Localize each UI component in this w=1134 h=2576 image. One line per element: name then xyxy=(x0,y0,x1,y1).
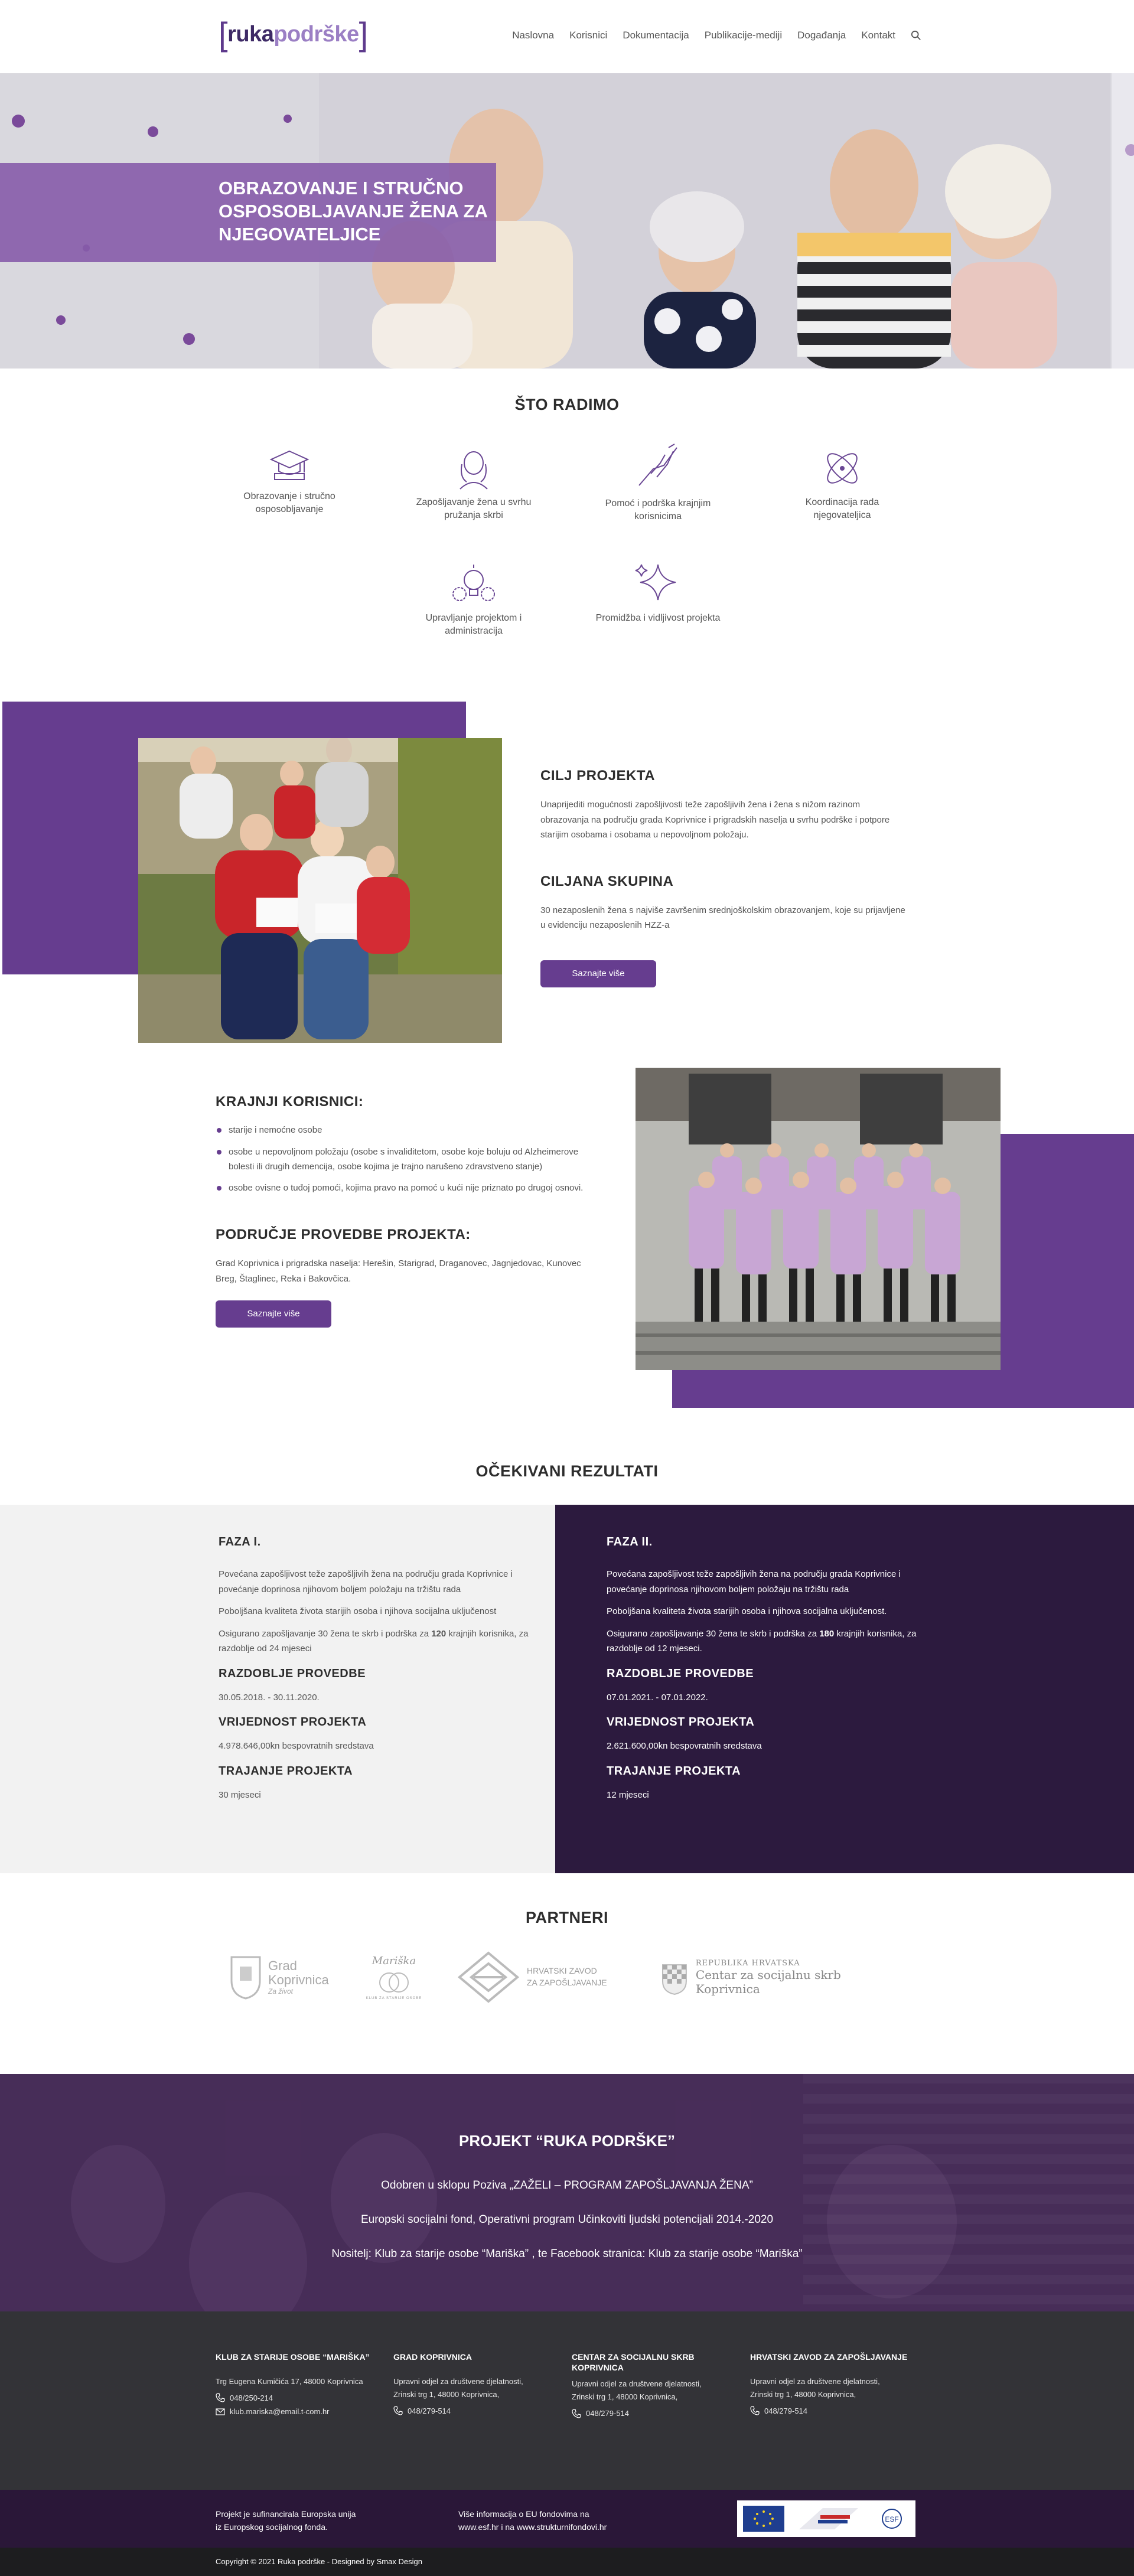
phone-icon xyxy=(393,2406,403,2415)
partner-name: Mariška xyxy=(372,1954,416,1967)
banner-overlay xyxy=(0,2074,1134,2311)
eu-line: Projekt je sufinancirala Europska unija xyxy=(216,2509,356,2519)
service-item[interactable] xyxy=(777,446,907,523)
faza-count: 180 xyxy=(819,1628,835,1639)
hands-icon xyxy=(376,1967,412,1997)
nav-dokumentacija[interactable]: Dokumentacija xyxy=(623,30,689,41)
trajanje-value: 30 mjeseci xyxy=(219,1789,261,1800)
list-item: osobe ovisne o tuđoj pomoći, kojima pravo na pomoć u kući nije priznato po drugoj osnovi. xyxy=(216,1181,594,1196)
footer-col-hzz xyxy=(750,2352,910,2415)
razdoblje-title: RAZDOBLJE PROVEDBE xyxy=(607,1667,754,1680)
sparkles-icon xyxy=(634,561,682,606)
lightbulb-gears-icon xyxy=(450,561,497,606)
faza-text xyxy=(219,1626,549,1657)
hero-dot xyxy=(148,126,158,137)
cilj-projekta-title: CILJ PROJEKTA xyxy=(540,768,656,784)
service-item[interactable] xyxy=(409,561,539,638)
footer-line: Zrinski trg 1, 48000 Koprivnica, xyxy=(393,2390,500,2399)
coat-of-arms-icon xyxy=(229,1955,262,2000)
email-icon xyxy=(216,2408,225,2416)
cilj-content xyxy=(540,768,907,987)
faza-text: Poboljšana kvaliteta života starijih osoba i njihova socijalna uključenost. xyxy=(607,1606,887,1616)
faza-text-part: Osigurano zapošljavanje 30 žena te skrb i podrška za xyxy=(219,1628,432,1639)
hero-dot xyxy=(284,115,292,123)
partner-tagline: KLUB ZA STARIJE OSOBE xyxy=(366,1996,422,2000)
partner-name: Grad xyxy=(268,1958,297,1974)
footer-email[interactable] xyxy=(216,2407,375,2416)
partner-name: ZA ZAPOŠLJAVANJE xyxy=(527,1978,607,1987)
service-label: Obrazovanje i stručno osposobljavanje xyxy=(243,491,335,515)
footer-line: Zrinski trg 1, 48000 Koprivnica, xyxy=(572,2392,678,2402)
faza-title: FAZA I. xyxy=(219,1535,261,1548)
eu-flag-icon xyxy=(743,2506,784,2532)
site-logo[interactable] xyxy=(219,15,368,53)
partner-grad-koprivnica-logo[interactable] xyxy=(229,1948,341,2007)
partner-name: Centar za socijalnu skrb Koprivnica xyxy=(695,1967,841,1996)
footer-email-text: klub.mariska@email.t-com.hr xyxy=(230,2407,330,2417)
service-label: Koordinacija rada njegovateljica xyxy=(805,497,879,521)
eu-line: iz Europskog socijalnog fonda. xyxy=(216,2522,328,2532)
footer-col-mariska xyxy=(216,2352,375,2416)
faza-title: FAZA II. xyxy=(607,1535,653,1548)
footer-line: Zrinski trg 1, 48000 Koprivnica, xyxy=(750,2390,856,2399)
group-photo xyxy=(636,1068,1001,1370)
banner-title: PROJEKT “RUKA PODRŠKE” xyxy=(459,2132,675,2150)
razdoblje-title: RAZDOBLJE PROVEDBE xyxy=(219,1667,366,1680)
graduation-cap-icon xyxy=(269,448,310,484)
eu-logos xyxy=(737,2500,915,2537)
phone-icon xyxy=(216,2393,225,2402)
footer-col-title: CENTAR ZA SOCIJALNU SKRB KOPRIVNICA xyxy=(572,2352,695,2373)
service-item[interactable] xyxy=(224,448,354,517)
footer-col-title: HRVATSKI ZAVOD ZA ZAPOŠLJAVANJE xyxy=(750,2352,908,2362)
saznajte-vise-button[interactable]: Saznajte više xyxy=(540,960,656,987)
phone-icon xyxy=(572,2409,581,2418)
footer-line: Upravni odjel za društvene djelatnosti, xyxy=(572,2379,702,2389)
razdoblje-value: 30.05.2018. - 30.11.2020. xyxy=(219,1692,320,1703)
footer-phone-text: 048/250-214 xyxy=(230,2393,273,2402)
banner-line: Odobren u sklopu Poziva „ZAŽELI – PROGRAM ZAPOŠLJAVANJA ŽENA” xyxy=(381,2179,753,2192)
vrijednost-value: 2.621.600,00kn bespovratnih sredstava xyxy=(607,1741,762,1751)
service-label: Promidžba i vidljivost projekta xyxy=(595,613,721,623)
partner-name: HRVATSKI ZAVOD xyxy=(527,1966,597,1976)
nav-publikacije[interactable]: Publikacije-mediji xyxy=(704,30,783,41)
hzz-emblem-icon xyxy=(456,1951,521,2004)
partner-tagline: Za život xyxy=(268,1987,294,1995)
site-footer xyxy=(0,2311,1134,2490)
trajanje-value: 12 mjeseci xyxy=(607,1789,649,1800)
footer-address: Trg Eugena Kumičića 17, 48000 Koprivnica xyxy=(216,2377,363,2386)
krajnji-list xyxy=(216,1123,594,1196)
footer-phone[interactable] xyxy=(216,2393,375,2402)
svg-text:ESF: ESF xyxy=(884,2515,899,2523)
eu-text-mid xyxy=(458,2507,607,2534)
sto-radimo-title: ŠTO RADIMO xyxy=(514,396,620,413)
partner-mariska-logo[interactable] xyxy=(361,1948,426,2007)
banner-line: Nositelj: Klub za starije osobe “Mariška” , te Facebook stranica: Klub za starije osobe “Mariška” xyxy=(331,2248,803,2260)
site-header xyxy=(0,0,1134,73)
trajanje-title: TRAJANJE PROJEKTA xyxy=(219,1764,353,1778)
list-item: starije i nemoćne osobe xyxy=(216,1123,594,1138)
faza-text: Povećana zapošljivost teže zapošljivih žena na području grada Koprivnice i povećanje doprinosa njihovom boljem položaju na tržištu rada xyxy=(607,1569,901,1594)
projekt-banner xyxy=(0,2074,1134,2311)
faza-text: Povećana zapošljivost teže zapošljivih žena na području grada Koprivnice i povećanje doprinosa njihovom boljem položaju na tržištu rada xyxy=(219,1569,513,1594)
footer-col-czss xyxy=(572,2352,731,2418)
service-label: Zapošljavanje žena u svrhu pružanja skrbi xyxy=(416,497,532,521)
service-item[interactable] xyxy=(409,448,539,523)
eu-line: Više informacija o EU fondovima na xyxy=(458,2509,589,2519)
saznajte-vise-button-2[interactable]: Saznajte više xyxy=(216,1300,331,1328)
footer-phone-text: 048/279-514 xyxy=(408,2406,451,2415)
faza-text: Poboljšana kvaliteta života starijih osoba i njihova socijalna uključenost xyxy=(219,1606,497,1616)
phone-icon xyxy=(750,2406,760,2415)
hero-dot xyxy=(56,315,66,325)
faza-text-part: krajnjih korisnika, za razdoblje od 24 mjeseci xyxy=(219,1628,529,1654)
copyright-bar xyxy=(0,2548,1134,2576)
eu-text-left xyxy=(216,2507,356,2534)
cilj-projekta-text: Unaprijediti mogućnosti zapošljivosti teže zapošljivih žena i žena s nižom razinom obrazovanja na području grada Koprivnice i prigradskih naselja u svrhu podrške i potpore starijim osobama i osobama u nepovoljnom položaju. xyxy=(540,800,890,840)
footer-phone-text: 048/279-514 xyxy=(764,2406,808,2415)
faza-1-panel xyxy=(0,1505,555,1873)
faza-text-part: Osigurano zapošljavanje 30 žena te skrb i podrška za xyxy=(607,1628,820,1639)
logo-bracket-right: ] xyxy=(359,15,368,53)
esf-logo-icon xyxy=(874,2506,910,2532)
nav-korisnici[interactable]: Korisnici xyxy=(569,30,608,41)
footer-col-grad xyxy=(393,2352,553,2415)
faza-count: 120 xyxy=(431,1628,447,1639)
search-icon[interactable] xyxy=(911,30,921,41)
list-item: osobe u nepovoljnom položaju (osobe s invaliditetom, osobe koje boluju od Alzheimerove bolesti ili drugih demencija, osobe kojima je trajno narušeno zdravstveno stanje) xyxy=(216,1145,594,1175)
partneri-title: PARTNERI xyxy=(525,1909,608,1926)
atom-icon xyxy=(820,446,864,490)
hero-dot xyxy=(183,333,195,345)
footer-phone-text: 048/279-514 xyxy=(586,2409,630,2418)
hero-dot xyxy=(12,115,25,128)
rezultati-title: OČEKIVANI REZULTATI xyxy=(475,1462,659,1480)
main-nav xyxy=(512,30,921,41)
logo-word-ruka: ruka xyxy=(227,21,274,47)
partner-czss-logo[interactable] xyxy=(660,1948,908,2007)
vrijednost-title: VRIJEDNOST PROJEKTA xyxy=(607,1716,755,1729)
hero-dot xyxy=(1125,144,1134,156)
banner-line: Europski socijalni fond, Operativni program Učinkoviti ljudski potencijali 2014.-2020 xyxy=(360,2213,774,2226)
krajnji-content xyxy=(216,1094,594,1328)
nav-naslovna[interactable]: Naslovna xyxy=(512,30,555,41)
vrijednost-title: VRIJEDNOST PROJEKTA xyxy=(219,1716,367,1729)
footer-line: Upravni odjel za društvene djelatnosti, xyxy=(393,2377,523,2386)
nav-dogadanja[interactable]: Događanja xyxy=(797,30,846,41)
service-item[interactable] xyxy=(593,442,723,524)
footer-line: Upravni odjel za društvene djelatnosti, xyxy=(750,2377,880,2386)
hero-side-strip xyxy=(1112,73,1134,369)
helping-hands-icon xyxy=(633,442,683,491)
eu-funding-bar xyxy=(0,2490,1134,2548)
podrucje-title: PODRUČJE PROVEDBE PROJEKTA: xyxy=(216,1227,471,1243)
ciljana-skupina-text: 30 nezaposlenih žena s najviše završenim srednjoškolskim obrazovanjem, koje su prijavljene u evidenciju nezaposlenih HZZ-a xyxy=(540,905,905,930)
service-label: Upravljanje projektom i administracija xyxy=(425,613,522,637)
hero-title: OBRAZOVANJE I STRUČNO OSPOSOBLJAVANJE ŽENA ZA NJEGOVATELJICE xyxy=(219,178,487,244)
footer-col-title: KLUB ZA STARIJE OSOBE “MARIŠKA” xyxy=(216,2352,370,2362)
partner-name: Koprivnica xyxy=(268,1972,329,1988)
krajnji-korisnici-title: KRAJNJI KORISNICI: xyxy=(216,1094,364,1110)
podrucje-text: Grad Koprivnica i prigradska naselja: Herešin, Starigrad, Draganovec, Jagnjedovac, Kunovec Breg, Štaglinec, Reka i Bakovčica. xyxy=(216,1258,581,1284)
faza-text-part: krajnjih korisnika, za razdoblje od 12 mjeseci. xyxy=(607,1628,917,1654)
nav-kontakt[interactable]: Kontakt xyxy=(861,30,895,41)
ciljana-skupina-title: CILJANA SKUPINA xyxy=(540,873,674,889)
eu-line: www.esf.hr i na www.strukturnifondovi.hr xyxy=(458,2522,607,2532)
women-reading-photo xyxy=(138,738,502,1043)
footer-phone[interactable] xyxy=(393,2406,553,2415)
footer-col-title: GRAD KOPRIVNICA xyxy=(393,2352,472,2362)
croatian-coat-of-arms-icon xyxy=(660,1959,689,1995)
logo-word-podrske: podrške xyxy=(273,21,359,47)
faza-2-panel xyxy=(555,1505,1134,1873)
faza-text xyxy=(607,1626,937,1657)
vrijednost-value: 4.978.646,00kn bespovratnih sredstava xyxy=(219,1741,374,1751)
hero-banner xyxy=(0,73,1134,369)
footer-phone[interactable] xyxy=(572,2409,731,2418)
razdoblje-value: 07.01.2021. - 07.01.2022. xyxy=(607,1692,708,1703)
trajanje-title: TRAJANJE PROJEKTA xyxy=(607,1764,741,1778)
partner-hzz-logo[interactable] xyxy=(456,1948,633,2007)
service-label: Pomoć i podrška krajnjim korisnicima xyxy=(605,498,711,522)
footer-phone[interactable] xyxy=(750,2406,910,2415)
copyright-text: Copyright © 2021 Ruka podrške - Designed by Smax Design xyxy=(216,2557,422,2566)
partner-name: REPUBLIKA HRVATSKA xyxy=(695,1958,800,1968)
service-item[interactable] xyxy=(593,561,723,625)
woman-icon xyxy=(453,448,494,490)
logo-bracket-left: [ xyxy=(219,15,228,53)
eu-funds-logo-icon xyxy=(797,2506,862,2532)
